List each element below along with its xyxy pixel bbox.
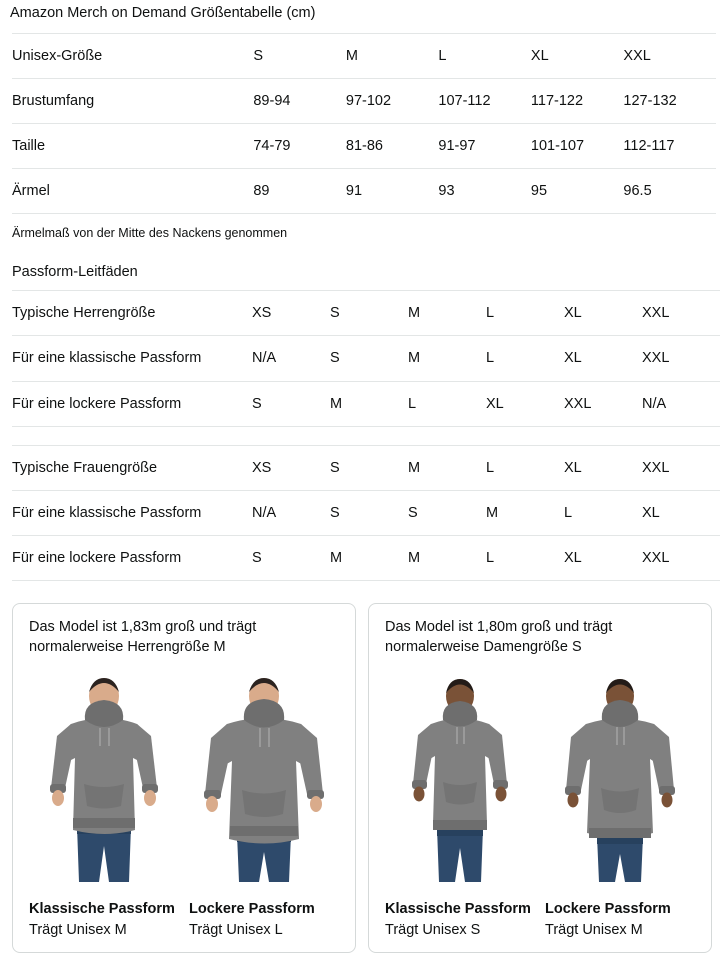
mens-model-caption: Das Model ist 1,83m groß und trägt normalerweise Herrengröße M (29, 619, 257, 655)
womens-figure-labels (385, 899, 695, 943)
male-classic-fit-illustration (29, 676, 179, 891)
womens-relaxed-fit-figure (545, 676, 695, 891)
fit-title: Lockere Passform (189, 900, 315, 917)
row-label: Ärmel (12, 183, 50, 200)
table-cell: XL (530, 47, 549, 64)
table-cell: M (408, 459, 421, 476)
table-cell: 74-79 (253, 138, 291, 155)
table-cell: 101-107 (530, 138, 585, 155)
table-cell: S (330, 350, 340, 367)
table-cell: 127-132 (623, 92, 677, 109)
table-cell: 93 (438, 183, 455, 200)
table-cell: XXL (642, 350, 670, 367)
table-row (12, 381, 720, 426)
table-cell: M (330, 395, 343, 412)
page-title: Amazon Merch on Demand Größentabelle (cm) (10, 5, 316, 21)
table-cell: XL (564, 305, 582, 322)
table-cell: S (408, 504, 418, 521)
table-cell: XXL (623, 47, 651, 64)
table-cell: 91-97 (438, 138, 476, 155)
table-cell: M (408, 549, 421, 566)
table-cell: S (330, 504, 340, 521)
table-cell: XL (564, 350, 582, 367)
table-row (12, 336, 720, 381)
table-cell: S (330, 459, 340, 476)
table-cell: 89 (253, 183, 270, 200)
table-cell: XXL (642, 305, 670, 322)
table-cell: L (564, 504, 573, 521)
mens-classic-fit-label (29, 899, 179, 943)
table-cell: L (438, 47, 447, 64)
table-cell: XS (252, 305, 272, 322)
row-label: Brustumfang (12, 92, 95, 109)
table-row (12, 445, 720, 490)
table-cell: S (252, 395, 262, 412)
table-cell: 97-102 (345, 92, 392, 109)
fit-title: Klassische Passform (385, 900, 531, 917)
table-cell: 96.5 (623, 183, 652, 200)
table-cell: 107-112 (438, 92, 491, 109)
table-row (12, 291, 720, 336)
unisex-size-table (12, 33, 716, 215)
mens-classic-fit-figure (29, 676, 179, 891)
table-cell: 89-94 (253, 92, 291, 109)
womens-relaxed-fit-label (545, 899, 695, 943)
table-cell: XS (252, 459, 272, 476)
table-cell: XL (564, 459, 582, 476)
female-relaxed-fit-illustration (545, 676, 695, 891)
row-label: Für eine klassische Passform (12, 350, 202, 367)
row-label: Taille (12, 138, 46, 155)
womens-model-panel (368, 603, 712, 953)
table-cell: M (330, 549, 343, 566)
fit-subtitle: Trägt Unisex L (189, 922, 283, 939)
table-cell: S (330, 305, 340, 322)
womens-model-caption: Das Model ist 1,80m groß und trägt normalerweise Damengröße S (385, 619, 613, 655)
mens-figures (29, 663, 339, 890)
row-label: Für eine lockere Passform (12, 549, 182, 566)
womens-figures (385, 663, 695, 890)
fit-subtitle: Trägt Unisex M (29, 922, 127, 939)
row-label: Typische Frauengröße (12, 459, 158, 476)
table-cell: 112-117 (623, 138, 675, 155)
male-relaxed-fit-illustration (189, 676, 339, 891)
mens-model-panel (12, 603, 356, 953)
table-cell: M (408, 305, 421, 322)
table-cell: M (408, 350, 421, 367)
mens-relaxed-fit-label (189, 899, 339, 943)
female-classic-fit-illustration (385, 676, 535, 891)
row-label: Typische Herrengröße (12, 305, 156, 322)
table-cell: L (486, 459, 495, 476)
model-panels (12, 603, 708, 953)
table-cell: XL (642, 504, 660, 521)
table-row (12, 535, 720, 580)
table-spacer (8, 427, 712, 445)
table-cell: M (486, 504, 499, 521)
table-row (12, 124, 716, 169)
table-cell: XL (564, 549, 582, 566)
table-row (12, 78, 716, 123)
table-cell: XL (486, 395, 504, 412)
fit-title: Lockere Passform (545, 900, 671, 917)
table-cell: 117-122 (530, 92, 584, 109)
sleeve-measure-note: Ärmelmaß von der Mitte des Nackens genommen (12, 226, 288, 241)
fit-title: Klassische Passform (29, 900, 175, 917)
table-row (12, 169, 716, 214)
row-label: Unisex-Größe (12, 47, 103, 64)
mens-fit-table (12, 290, 720, 426)
table-cell: N/A (252, 504, 277, 521)
table-cell: S (253, 47, 264, 64)
table-row (12, 490, 720, 535)
womens-classic-fit-figure (385, 676, 535, 891)
fit-guides-label: Passform-Leitfäden (12, 264, 138, 281)
mens-figure-labels (29, 899, 339, 943)
table-cell: 91 (345, 183, 363, 200)
table-cell: L (486, 305, 495, 322)
fit-subtitle: Trägt Unisex S (385, 922, 481, 939)
table-cell: 81-86 (345, 138, 383, 155)
table-cell: N/A (252, 350, 277, 367)
row-label: Für eine lockere Passform (12, 395, 182, 412)
womens-classic-fit-label (385, 899, 535, 943)
table-cell: XXL (564, 395, 592, 412)
row-label: Für eine klassische Passform (12, 504, 202, 521)
table-cell: L (486, 549, 495, 566)
table-cell: XXL (642, 549, 670, 566)
table-cell: M (345, 47, 358, 64)
table-cell: 95 (530, 183, 548, 200)
fit-subtitle: Trägt Unisex M (545, 922, 643, 939)
table-cell: N/A (642, 395, 667, 412)
mens-relaxed-fit-figure (189, 676, 339, 891)
table-cell: S (252, 549, 262, 566)
table-cell: XXL (642, 459, 670, 476)
table-cell: L (486, 350, 495, 367)
table-row (12, 33, 716, 78)
table-cell: L (408, 395, 417, 412)
womens-fit-table (12, 445, 720, 581)
